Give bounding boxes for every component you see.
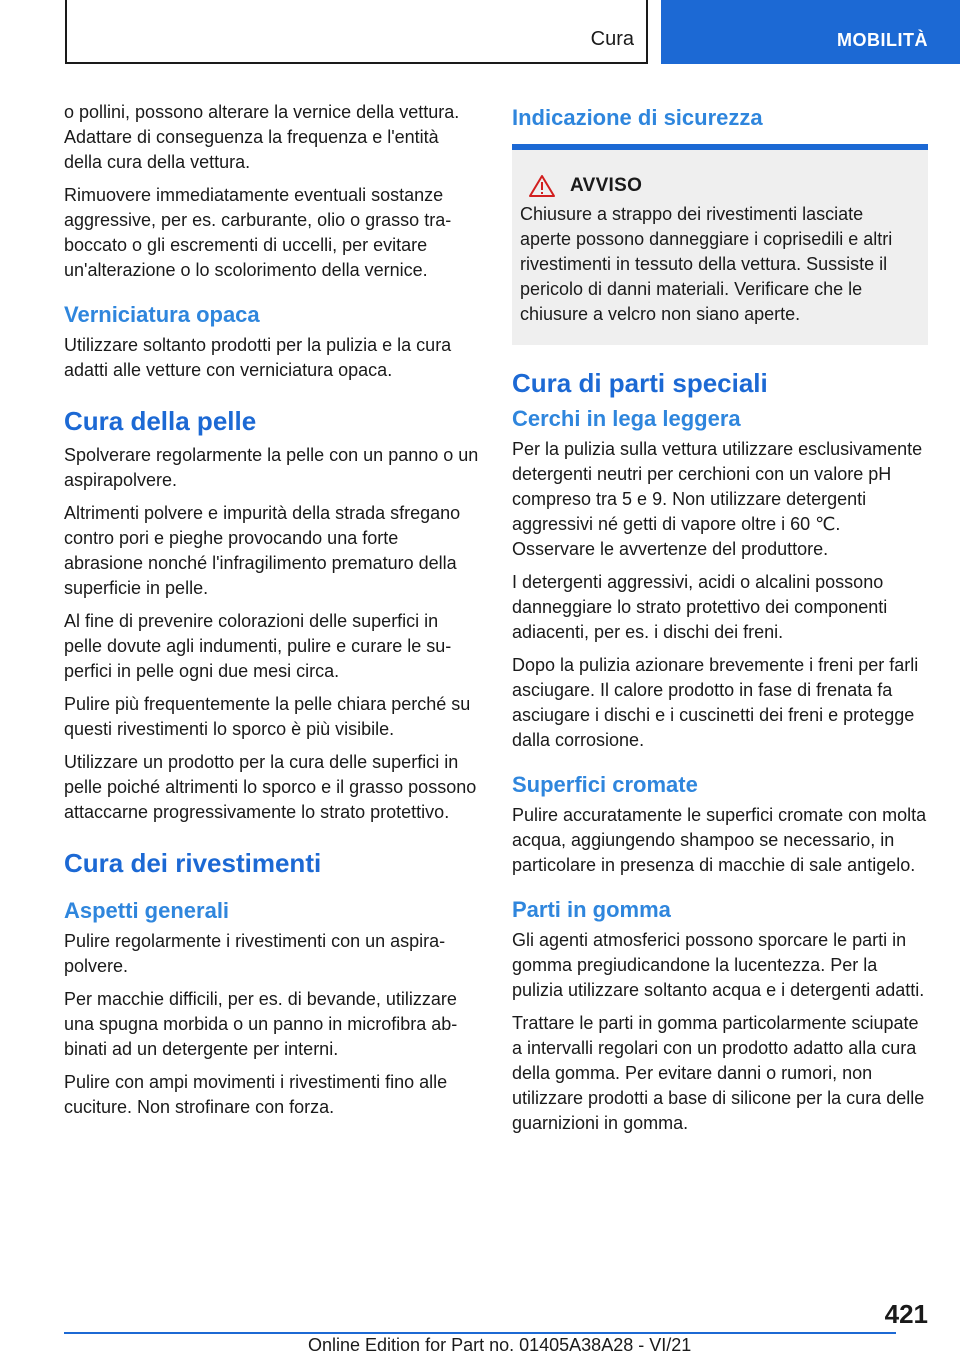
wheels-paragraph-3: Dopo la pulizia azionare brevemente i freni per farli asciugare. Il calore prodotto in fase di frenata fa asciugare i dischi e i cuscinetti dei freni e protegge dalla corrosione. bbox=[512, 655, 919, 750]
header-section-box bbox=[65, 0, 648, 64]
warning-label: AVVISO bbox=[570, 175, 643, 196]
special-parts-heading: Cura di parti speciali bbox=[512, 368, 768, 398]
leather-paragraph-3: Al fine di prevenire colorazioni delle superfici in pelle dovute agli indumenti, pulire e curare le superfici in pelle ogni due mesi circa. bbox=[64, 611, 452, 681]
warning-header bbox=[520, 174, 914, 198]
matte-paint-paragraph: Utilizzare soltanto prodotti per la pulizia e la cura adatti alle vetture con verniciatura opaca. bbox=[64, 335, 452, 380]
warning-text: Chiusure a strappo dei rivestimenti lasciate aperte possono danneggiare i coprisedili e altri rivestimenti in tessuto della vettura. Sussiste il pericolo di danni materiali. Verificare che le chiusure a velcro non siano aperte. bbox=[520, 204, 893, 324]
chrome-heading: Superfici cromate bbox=[512, 772, 698, 797]
rubber-heading: Parti in gomma bbox=[512, 897, 671, 922]
wheels-paragraph-1: Per la pulizia sulla vettura utilizzare esclusivamente detergenti neutri per cerchioni con un valore pH compreso tra 5 e 9. Non utilizzare detergenti aggressivi né getti di vapore oltre i 60 ℃. Osservare le avvertenze del produttore. bbox=[512, 439, 923, 559]
upholstery-care-heading: Cura dei rivestimenti bbox=[64, 848, 322, 878]
warning-box bbox=[512, 150, 928, 345]
footer-divider bbox=[64, 1332, 896, 1334]
leather-care-heading: Cura della pelle bbox=[64, 406, 257, 436]
header-chapter-tab bbox=[661, 0, 960, 64]
chrome-paragraph: Pulire accuratamente le superfici cromate con molta acqua, aggiungendo shampoo se necessario, in particolare in presenza di macchie di sale antigelo. bbox=[512, 805, 927, 875]
rubber-paragraph-2: Trattare le parti in gomma particolarmente sciupate a intervalli regolari con un prodotto adatto alla cura della gomma. Per evitare danni o rumori, non utilizzare prodotti a base di silicone per la cura delle guarnizioni in gomma. bbox=[512, 1013, 925, 1133]
general-aspects-heading: Aspetti generali bbox=[64, 898, 230, 923]
page-number: 421 bbox=[884, 1299, 928, 1329]
general-paragraph-3: Pulire con ampi movimenti i rivestimenti fino alle cuciture. Non strofinare con forza. bbox=[64, 1072, 448, 1117]
leather-paragraph-1: Spolverare regolarmente la pelle con un panno o un aspirapolvere. bbox=[64, 445, 479, 490]
right-column bbox=[512, 100, 928, 1144]
intro-paragraph-2: Rimuovere immediatamente eventuali sostanze aggressive, per es. carburante, olio o grasso traboccato o gli escrementi di uccelli, per evitare un'alterazione o lo scolorimento della vernice. bbox=[64, 185, 452, 280]
alloy-wheels-heading: Cerchi in lega leggera bbox=[512, 406, 741, 431]
general-paragraph-2: Per macchie difficili, per es. di bevande, utilizzare una spugna morbida o un panno in microfibra abbinati ad un detergente per interni. bbox=[64, 989, 458, 1059]
wheels-paragraph-2: I detergenti aggressivi, acidi o alcalini possono danneggiare lo strato protettivo dei componenti adiacenti, per es. i dischi dei freni. bbox=[512, 572, 888, 642]
leather-paragraph-2: Altrimenti polvere e impurità della strada sfregano contro pori e pieghe provocando una forte abrasione nonché l'infragilimento prematuro della superficie in pelle. bbox=[64, 503, 461, 598]
rubber-paragraph-1: Gli agenti atmosferici possono sporcare le parti in gomma pregiudicandone la lucentezza. Per la pulizia utilizzare soltanto acqua e i detergenti adatti. bbox=[512, 930, 925, 1000]
intro-paragraph-1: o pollini, possono alterare la vernice della vettura. Adattare di conseguenza la frequenza e l'entità della cura della vettura. bbox=[64, 102, 460, 172]
warning-triangle-icon bbox=[528, 174, 556, 198]
leather-paragraph-4: Pulire più frequentemente la pelle chiara perché su questi rivestimenti lo sporco è più visibile. bbox=[64, 694, 471, 739]
header-chapter-title: MOBILITÀ bbox=[837, 30, 928, 50]
left-column bbox=[64, 100, 479, 1128]
matte-paint-heading: Verniciatura opaca bbox=[64, 302, 260, 327]
safety-heading: Indicazione di sicurezza bbox=[512, 100, 928, 150]
footer-edition: Online Edition for Part no. 01405A38A28 - VI/21 bbox=[308, 1335, 692, 1355]
leather-paragraph-5: Utilizzare un prodotto per la cura delle superfici in pelle poiché altrimenti lo sporco e il grasso possono attaccarne progressivamente lo strato protettivo. bbox=[64, 752, 477, 822]
general-paragraph-1: Pulire regolarmente i rivestimenti con un aspirapolvere. bbox=[64, 931, 446, 976]
header-section-title: Cura bbox=[590, 28, 634, 50]
